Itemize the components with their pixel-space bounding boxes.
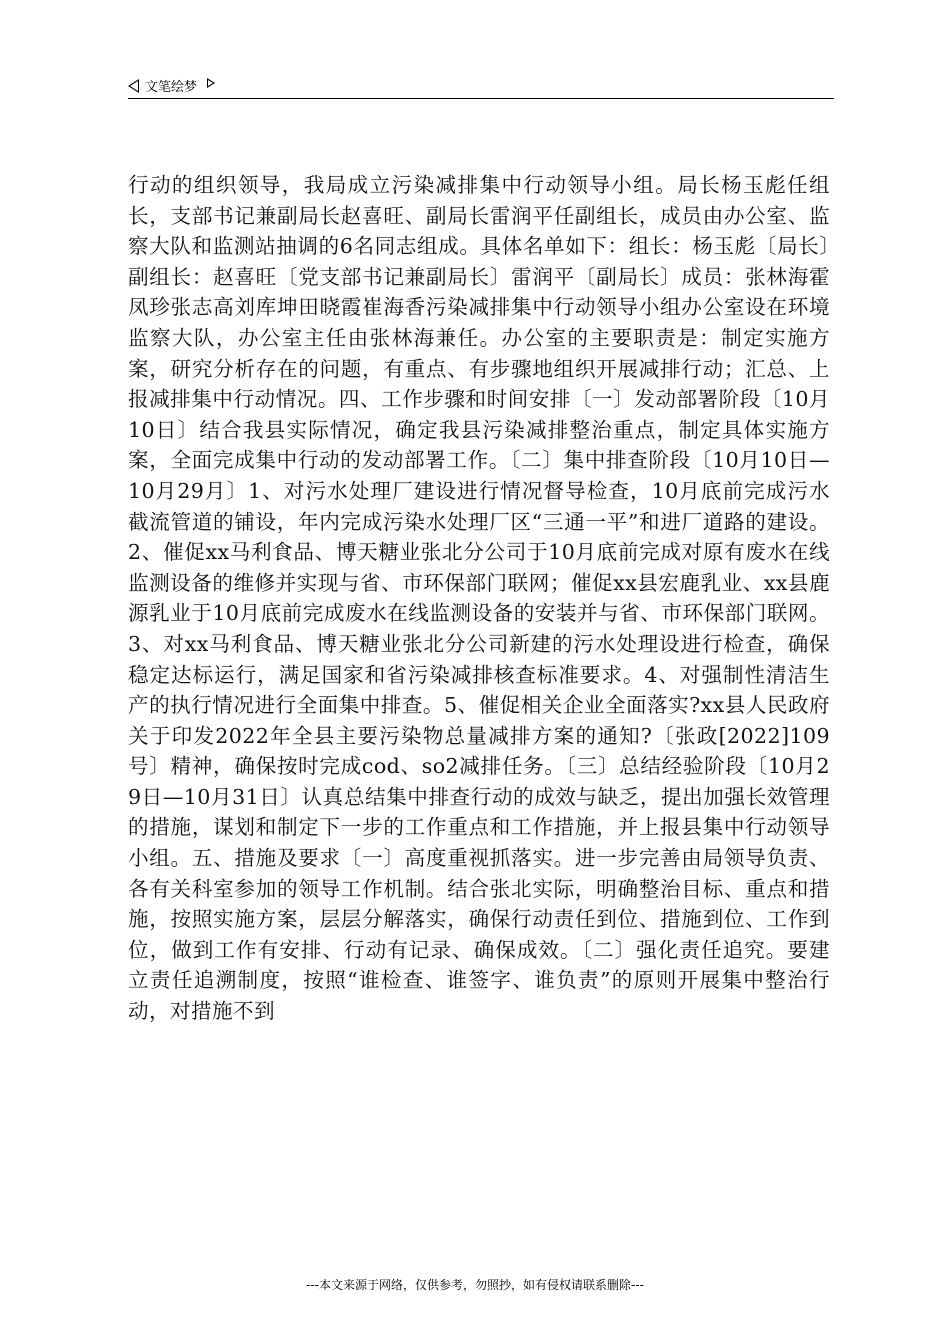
footer-notice: ---本文来源于网络，仅供参考，勿照抄，如有侵权请联系删除---: [306, 1278, 644, 1292]
document-body: 行动的组织领导，我局成立污染减排集中行动领导小组。局长杨玉彪任组长，支部书记兼副局长赵喜旺、副局长雷润平任副组长，成员由办公室、监察大队和监测站抽调的6名同志组成。具体名单如下：组长：杨玉彪〔局长〕副组长：赵喜旺〔党支部书记兼副局长〕雷润平〔副局长〕成员：张林海霍凤珍张志高刘库坤田晓霞崔海香污染减排集中行动领导小组办公室设在环境监察大队，办公室主任由张林海兼任。办公室的主要职责是：制定实施方案，研究分析存在的问题，有重点、有步骤地组织开展减排行动；汇总、上报减排集中行动情况。四、工作步骤和时间安排〔一〕发动部署阶段〔10月10日〕结合我县实际情况，确定我县污染减排整治重点，制定具体实施方案，全面完成集中行动的发动部署工作。〔二〕集中排查阶段〔10月10日—10月29月〕1、对污水处理厂建设进行情况督导检查，10月底前完成污水截流管道的铺设，年内完成污染水处理厂区“三通一平”和进厂道路的建设。2、催促xx马利食品、博天糖业张北分公司于10月底前完成对原有废水在线监测设备的维修并实现与省、市环保部门联网；催促xx县宏鹿乳业、xx县鹿源乳业于10月底前完成废水在线监测设备的安装并与省、市环保部门联网。3、对xx马利食品、博天糖业张北分公司新建的污水处理设进行检查，确保稳定达标运行，满足国家和省污染减排核查标准要求。4、对强制性清洁生产的执行情况进行全面集中排查。5、催促相关企业全面落实?xx县人民政府关于印发2022年全县主要污染物总量减排方案的通知?〔张政[2022]109号〕精神，确保按时完成cod、so2减排任务。〔三〕总结经验阶段〔10月29日—10月31日〕认真总结集中排查行动的成效与缺乏，提出加强长效管理的措施，谋划和制定下一步的工作重点和工作措施，并上报县集中行动领导小组。五、措施及要求〔一〕高度重视抓落实。进一步完善由局领导负责、各有关科室参加的领导工作机制。结合张北实际，明确整治目标、重点和措施，按照实施方案，层层分解落实，确保行动责任到位、措施到位、工作到位，做到工作有安排、行动有记录、确保成效。〔二〕强化责任追究。要建立责任追溯制度，按照“谁检查、谁签字、谁负责”的原则开展集中整治行动，对措施不到: [128, 173, 830, 1024]
left-triangle-icon: [128, 79, 139, 93]
brand-name: 文笔绘梦: [145, 80, 198, 95]
page-header: [128, 76, 834, 99]
right-triangle-icon: [207, 78, 215, 88]
header-brand: [128, 76, 215, 95]
